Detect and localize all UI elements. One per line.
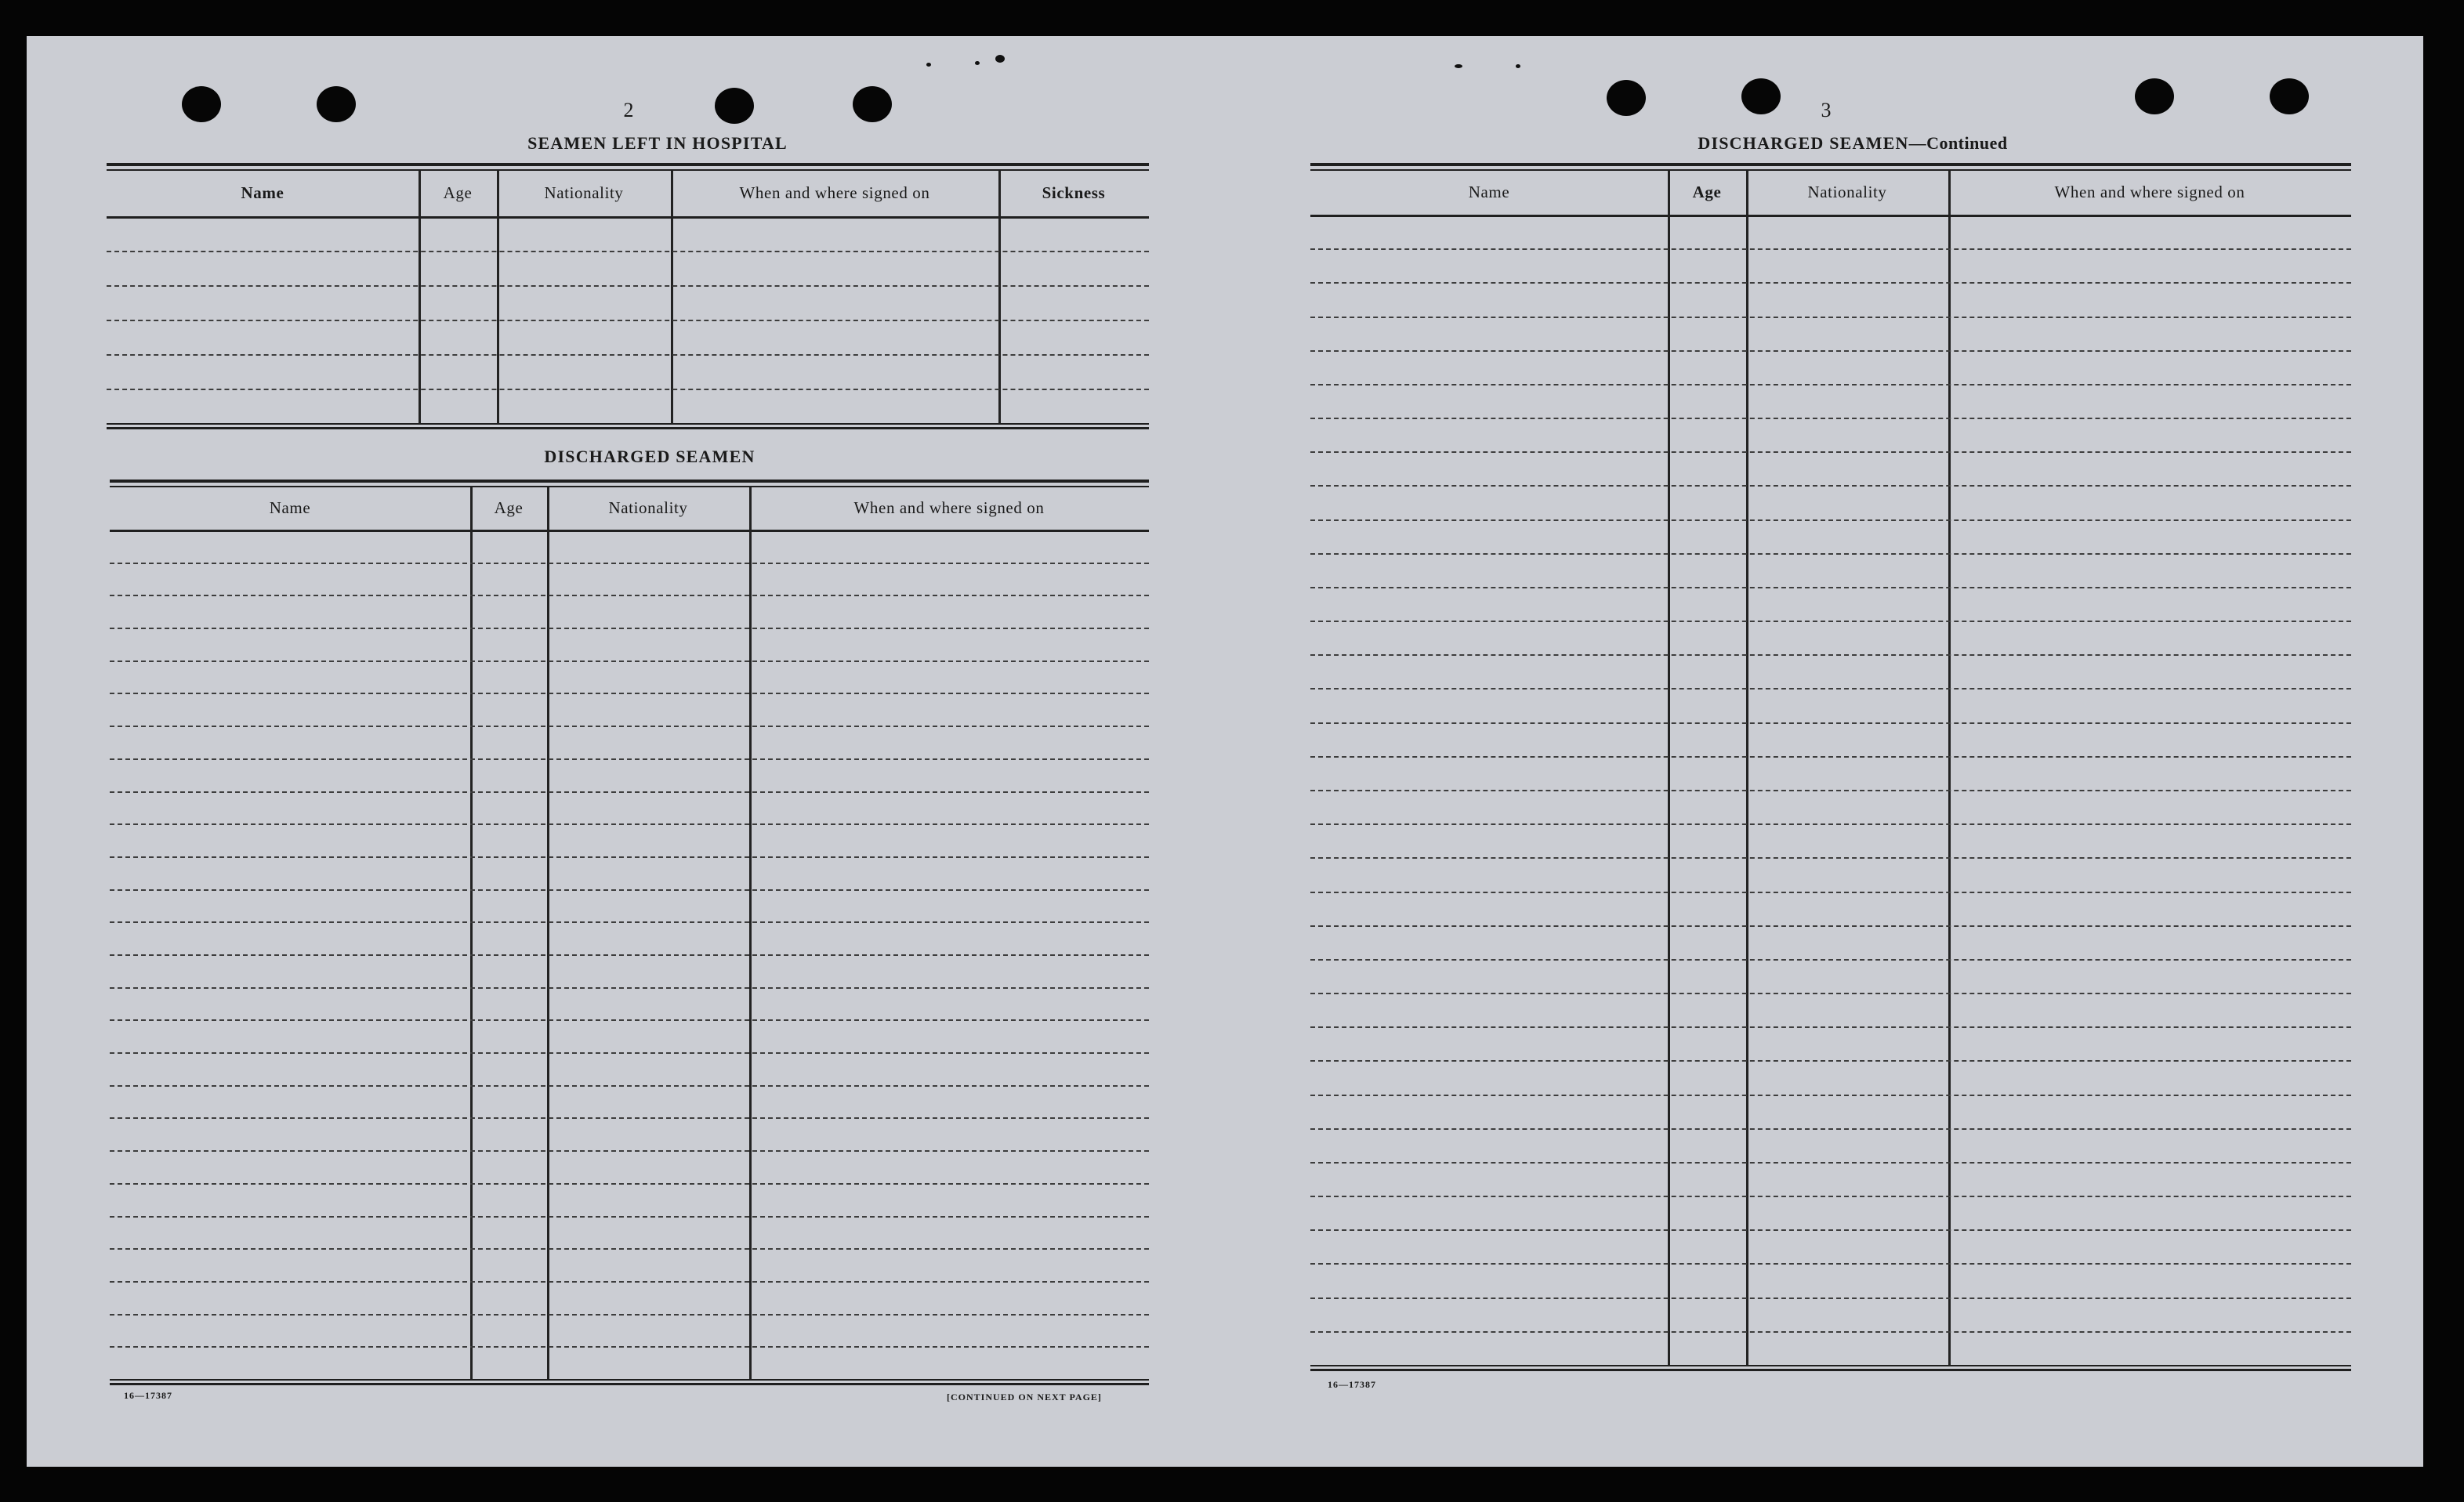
punch-hole [1607,80,1646,116]
row-line [107,251,1149,252]
row-line [1310,654,2351,656]
column-header: Name [241,183,284,202]
column-header: Age [443,183,473,202]
column-header: Name [1468,183,1510,201]
column-header: Sickness [1042,183,1106,202]
left-page-number: 2 [623,99,634,121]
row-line [1310,790,2351,791]
row-line [1310,384,2351,385]
row-line [107,320,1149,321]
column-header: Nationality [1807,183,1887,201]
row-line [110,1085,1149,1087]
bottom-rule [110,1379,1149,1381]
row-line [110,987,1149,989]
form-sheet [27,36,2423,1467]
row-line [1310,959,2351,961]
column-divider [497,171,499,423]
discharged-section-title: DISCHARGED SEAMEN [544,447,756,466]
bottom-rule-thick [110,1383,1149,1385]
punch-hole [853,86,892,122]
row-line [110,856,1149,858]
row-line [1310,418,2351,419]
row-line [1310,823,2351,825]
row-line [1310,1298,2351,1299]
hospital-section-title: SEAMEN LEFT IN HOSPITAL [527,133,788,153]
row-line [1310,688,2351,689]
bottom-rule-thick [1310,1369,2351,1371]
top-rule-thin [1310,169,2351,171]
row-line [1310,317,2351,318]
column-divider [671,171,673,423]
punch-hole [715,88,754,124]
column-header: When and where signed on [853,498,1045,517]
punch-hole [317,86,356,122]
row-line [110,595,1149,596]
row-line [110,693,1149,694]
row-line [1310,1026,2351,1028]
row-line [107,354,1149,356]
punch-hole [182,86,221,122]
column-header: Nationality [544,183,624,202]
row-line [1310,722,2351,724]
row-line [110,1346,1149,1348]
row-line [1310,857,2351,859]
row-line [110,823,1149,825]
row-line [107,285,1149,287]
column-divider [547,487,549,1379]
row-line [1310,1128,2351,1130]
right-form-number: 16—17387 [1328,1379,1376,1390]
top-rule [107,163,1149,166]
row-line [1310,993,2351,994]
header-rule [1310,215,2351,217]
row-line [110,791,1149,793]
row-line [107,389,1149,390]
row-line [1310,756,2351,758]
top-rule [1310,163,2351,166]
row-line [110,1314,1149,1316]
right-page-number: 3 [1821,99,1832,121]
header-rule [107,216,1149,219]
column-header: Age [494,498,524,517]
punch-hole [2135,78,2174,114]
row-line [110,889,1149,891]
row-line [110,1281,1149,1283]
row-line [110,1183,1149,1185]
row-line [1310,282,2351,284]
bottom-rule [107,423,1149,425]
row-line [110,628,1149,629]
row-line [110,661,1149,662]
row-line [110,1248,1149,1250]
column-header: Name [269,498,311,517]
row-line [1310,350,2351,352]
row-line [1310,1060,2351,1062]
row-line [1310,892,2351,893]
column-header: Nationality [608,498,688,517]
left-form-number: 16—17387 [124,1390,172,1401]
continued-section-title-main: DISCHARGED SEAMEN [1698,133,1909,153]
bottom-rule [1310,1365,2351,1366]
row-line [1310,519,2351,521]
speck-mark [1455,64,1462,68]
column-divider [998,171,1001,423]
speck-mark [926,63,931,67]
row-line [1310,451,2351,453]
row-line [1310,621,2351,622]
row-line [1310,587,2351,588]
row-line [110,1117,1149,1119]
row-line [1310,1196,2351,1197]
row-line [110,921,1149,923]
row-line [1310,1263,2351,1265]
speck-mark [995,55,1005,63]
row-line [110,1019,1149,1021]
continued-section-title [1594,133,2111,154]
continued-section-title-suffix: —Continued [1908,133,2008,153]
row-line [1310,485,2351,487]
row-line [110,1216,1149,1218]
continued-note: [CONTINUED ON NEXT PAGE] [947,1392,1102,1402]
row-line [1310,1331,2351,1333]
speck-mark [1516,64,1520,68]
speck-mark [975,61,980,65]
header-rule [110,530,1149,532]
top-rule [110,480,1149,483]
top-rule-thin [107,169,1149,171]
column-divider [419,171,421,423]
punch-hole [1741,78,1781,114]
column-header: Age [1692,183,1722,201]
row-line [1310,1095,2351,1096]
column-divider [749,487,752,1379]
row-line [110,726,1149,727]
column-header: When and where signed on [739,183,930,202]
row-line [110,758,1149,760]
bottom-rule-thick [107,427,1149,429]
row-line [1310,248,2351,250]
row-line [110,1150,1149,1152]
row-line [1310,1229,2351,1231]
row-line [1310,553,2351,555]
column-divider [470,487,473,1379]
punch-hole [2270,78,2309,114]
row-line [110,563,1149,564]
row-line [110,954,1149,956]
row-line [1310,1162,2351,1164]
row-line [110,1052,1149,1054]
row-line [1310,925,2351,927]
column-header: When and where signed on [2054,183,2245,201]
top-rule-thin [110,486,1149,487]
